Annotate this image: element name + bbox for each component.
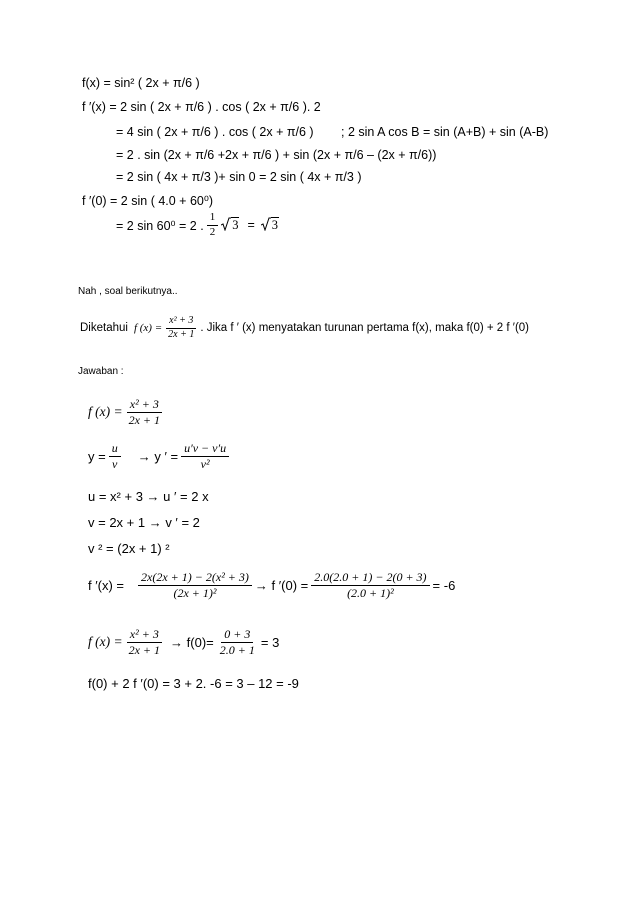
fraction-numerator: u′v − v′u [181,442,229,457]
fraction-numerator: 2x(2x + 1) − 2(x² + 3) [138,571,252,586]
fp0-fraction [311,571,429,599]
transition-text: Nah , soal berikutnya.. [78,286,178,297]
fraction-denominator: (2x + 1)² [173,585,217,600]
fp0-result: = -6 [432,577,456,593]
radicand: 3 [271,218,279,233]
fraction-numerator: u [109,442,121,457]
f0-lhs: f (x) = [88,634,123,650]
problem-suffix: . Jika f ′ (x) menyatakan turunan pertama f(x), maka f(0) + 2 f ′(0) [200,322,529,334]
fraction-denominator: 2x + 1 [128,412,161,427]
fx-lhs: f (x) = [88,404,123,420]
problem-prefix: Diketahui [80,322,128,334]
sqrt-icon [261,217,271,234]
fx-fraction [126,398,163,426]
y-arrow: → y ′ = [137,448,179,464]
fraction-numerator: x² + 3 [127,628,162,643]
line7-text: = 2 sin 60⁰ = 2 . [116,218,204,233]
derivative-fraction [181,442,229,470]
equals-sign: = [247,218,255,233]
equation-line-1: f(x) = sin² ( 2x + π/6 ) [82,76,200,90]
y-lhs: y = [88,448,106,464]
fraction-denominator: (2.0 + 1)² [347,585,394,600]
problem-fx: f (x) = [133,322,163,334]
radicand: 3 [232,218,239,233]
fraction-numerator: x² + 3 [166,316,196,329]
equation-line-3: = 4 sin ( 2x + π/6 ) . cos ( 2x + π/6 ) [116,125,314,139]
f0-line [88,628,279,656]
fp-fraction [138,571,252,599]
fraction-denominator: 2.0 + 1 [219,642,255,657]
fraction-numerator: 1 [207,212,219,226]
equation-line-4: = 2 . sin (2x + π/6 +2x + π/6 ) + sin (2x + π/6 – (2x + π/6)) [116,148,437,162]
fraction-denominator: 2x + 1 [128,642,161,657]
solution-fx [88,398,166,426]
fraction-numerator: 0 + 3 [221,628,253,643]
problem-statement [80,316,529,340]
equation-line-2: f ′(x) = 2 sin ( 2x + π/6 ) . cos ( 2x + π/6 ). 2 [82,100,321,114]
uv-fraction [109,442,121,470]
equation-line-7 [116,212,279,238]
v-squared-line: v ² = (2x + 1) ² [88,541,170,556]
f0-fraction [126,628,163,656]
fraction-half [207,212,219,238]
fraction-numerator: x² + 3 [127,398,162,413]
fraction-denominator: 2 [209,225,216,238]
v-line: v = 2x + 1 → v ′ = 2 [88,515,200,530]
final-answer: f(0) + 2 f ′(0) = 3 + 2. -6 = 3 – 12 = -9 [88,676,299,691]
fraction-denominator: v² [200,456,210,471]
problem-fraction [165,316,197,340]
quotient-rule-line [88,442,232,470]
derivative-line [88,571,455,599]
equation-line-6: f ′(0) = 2 sin ( 4.0 + 60⁰) [82,194,214,208]
fp-lhs: f ′(x) = [88,577,125,593]
fp-arrow: → f ′(0) = [254,577,309,593]
fraction-denominator: 2x + 1 [168,328,195,340]
fraction-numerator: 2.0(2.0 + 1) − 2(0 + 3) [311,571,429,586]
answer-label: Jawaban : [78,366,124,377]
identity-note: ; 2 sin A cos B = sin (A+B) + sin (A-B) [341,125,549,139]
f0-arrow: → f(0)= [170,634,214,650]
f0-result: = 3 [260,634,280,650]
sqrt-icon [221,217,231,234]
u-line: u = x² + 3 → u ′ = 2 x [88,489,209,504]
fraction-denominator: v [112,456,118,471]
f0-value-fraction [217,628,258,656]
equation-line-5: = 2 sin ( 4x + π/3 )+ sin 0 = 2 sin ( 4x + π/3 ) [116,170,362,184]
